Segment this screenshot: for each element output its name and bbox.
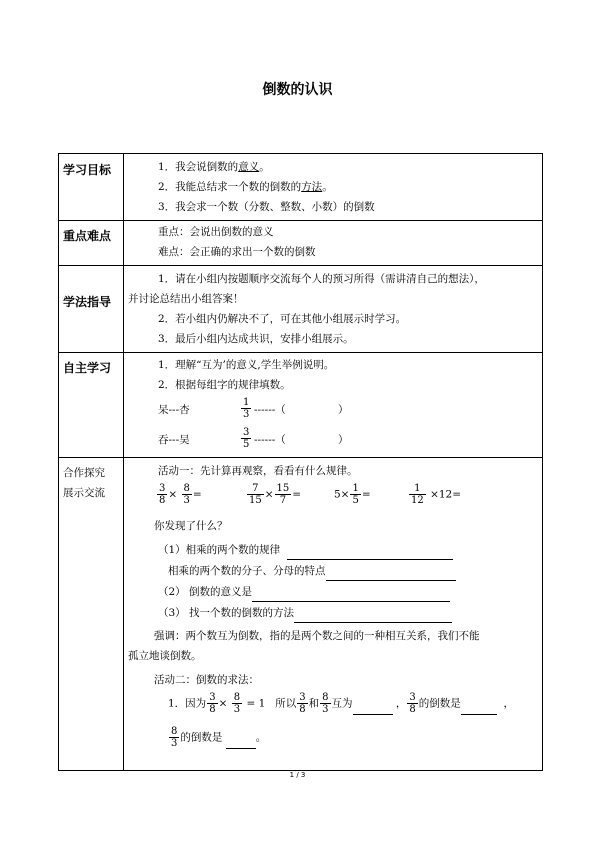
goal-2: 2．我能总结求一个数的倒数的方法。 <box>158 181 333 193</box>
word-pair-2: 吞---吴 $\frac{3}{5}$ ------（ ） <box>158 427 349 450</box>
goals-row <box>59 154 543 221</box>
coop-label-1: 合作探究 <box>63 467 105 479</box>
recip-blank-1[interactable] <box>461 713 497 715</box>
emphasis-2: 孤立地谈倒数。 <box>128 650 202 662</box>
method-1: 1．请在小组内按题顺序交流每个人的预习所得（需讲清自己的想法）， <box>158 273 485 285</box>
example-row-1: 1．因为 $\frac{3}{8}$ × $\frac{8}{3}$ = 1 所以 $\frac{3}{8}$ 和 $\frac{8}{3}$ 互为 ， $\frac{3}{8}$ 的倒数是 ， <box>168 692 514 715</box>
q1-blank[interactable] <box>287 558 453 560</box>
coop-label-2: 展示交流 <box>63 487 105 499</box>
goal-3: 3．我会求一个数（分数、整数、小数）的倒数 <box>158 201 375 213</box>
self-1: 1．理解“互为’的意义,学生举例说明。 <box>158 359 335 371</box>
self-label: 自主学习 <box>63 361 112 375</box>
mutual-blank[interactable] <box>353 713 393 715</box>
calc-row: $\frac{3}{8}$ × $\frac{8}{3}$ = $\frac{7}{15}$ × $\frac{15}{7}$ = 5× $\frac{1}{5}$ = $\frac{1}{12}$ ×12= <box>159 483 462 506</box>
goal-1: 1．我会说倒数的意义。 <box>158 161 270 173</box>
word-pair-1: 呆---杏 $\frac{1}{3}$ ------（ ） <box>158 397 349 420</box>
q3-blank[interactable] <box>294 621 452 623</box>
page-title: 倒数的认识 <box>262 82 333 98</box>
method-1-cont: 并讨论总结出小组答案！ <box>128 293 244 305</box>
key-label: 重点难点 <box>63 229 112 243</box>
recip-blank-2[interactable] <box>226 747 256 749</box>
goals-label: 学习目标 <box>63 163 112 177</box>
method-label: 学法指导 <box>63 295 112 309</box>
method-2: 2．若小组内仍解决不了，可在其他小组展示时学习。 <box>158 313 407 325</box>
q2: （2） 倒数的意义是 <box>128 582 542 602</box>
emphasis-1: 强调：两个数互为倒数，指的是两个数之间的一种相互关系，我们不能 <box>154 630 480 642</box>
q2-blank[interactable] <box>252 600 450 602</box>
difficult-point: 难点：会正确的求出一个数的倒数 <box>158 246 316 258</box>
key-row <box>59 221 543 266</box>
self-2: 2．根据每组字的规律填数。 <box>158 379 291 391</box>
q1: （1）相乘的两个数的规律 <box>128 540 542 560</box>
self-row <box>59 353 543 458</box>
example-row-2: $\frac{8}{3}$ 的倒数是 。 <box>171 726 267 749</box>
method-row <box>59 266 543 353</box>
worksheet-table <box>58 153 543 771</box>
q3: （3） 找一个数的倒数的方法 <box>128 603 542 623</box>
q1b-blank[interactable] <box>326 579 456 581</box>
page-number: 1 / 3 <box>289 771 306 779</box>
key-point: 重点：会说出倒数的意义 <box>158 226 274 238</box>
q1b: 相乘的两个数的分子、分母的特点 <box>128 561 542 581</box>
found-question: 你发现了什么？ <box>154 520 228 532</box>
activity-1-title: 活动一：先计算再观察，看看有什么规律。 <box>158 465 358 477</box>
method-3: 3．最后小组内达成共识，安排小组展示。 <box>158 333 354 345</box>
coop-row <box>59 458 543 771</box>
activity-2-title: 活动二：倒数的求法： <box>154 674 259 686</box>
